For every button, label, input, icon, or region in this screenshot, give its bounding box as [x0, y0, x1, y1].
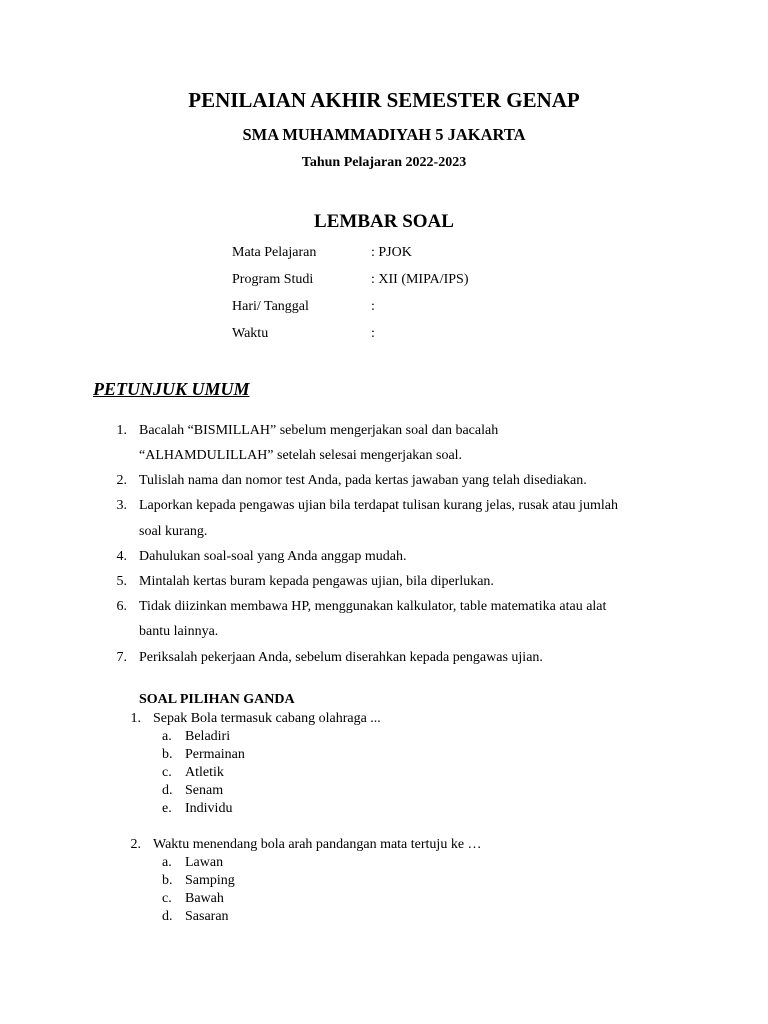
instruction-line: Laporkan kepada pengawas ujian bila terdapat tulisan kurang jelas, rusak atau jumlah — [139, 498, 618, 513]
info-value: : PJOK — [371, 245, 412, 260]
sheet-title: LEMBAR SOAL — [314, 211, 454, 232]
option-text: Beladiri — [185, 729, 231, 744]
option-letter: c. — [162, 765, 172, 780]
option-text: Samping — [185, 873, 235, 888]
option-text: Lawan — [185, 855, 224, 870]
option-letter: a. — [162, 855, 172, 870]
info-value: : XII (MIPA/IPS) — [371, 272, 469, 287]
question-number: 1. — [130, 711, 141, 726]
option-text: Sasaran — [185, 909, 229, 924]
info-label: Program Studi — [232, 272, 314, 287]
info-label: Mata Pelajaran — [232, 245, 317, 260]
option-letter: b. — [162, 747, 173, 762]
instruction-line: Mintalah kertas buram kepada pengawas ujian, bila diperlukan. — [139, 574, 494, 589]
option-letter: b. — [162, 873, 173, 888]
option-letter: a. — [162, 729, 172, 744]
info-value: : — [371, 326, 375, 341]
info-label: Waktu — [232, 326, 269, 341]
question-text: Waktu menendang bola arah pandangan mata tertuju ke … — [153, 837, 482, 852]
document-title: PENILAIAN AKHIR SEMESTER GENAP — [188, 88, 580, 112]
instruction-number: 1. — [116, 423, 127, 438]
instruction-number: 7. — [116, 650, 127, 665]
instructions-heading: PETUNJUK UMUM — [93, 379, 250, 399]
instruction-number: 6. — [116, 599, 127, 614]
option-letter: c. — [162, 891, 172, 906]
instruction-number: 2. — [116, 473, 127, 488]
option-text: Permainan — [185, 747, 245, 762]
option-letter: e. — [162, 801, 172, 816]
school-name: SMA MUHAMMADIYAH 5 JAKARTA — [242, 125, 526, 144]
instruction-line: soal kurang. — [139, 524, 208, 539]
option-text: Atletik — [185, 765, 224, 780]
instruction-number: 5. — [116, 574, 127, 589]
question-number: 2. — [130, 837, 141, 852]
option-text: Individu — [185, 801, 233, 816]
instruction-number: 3. — [116, 498, 127, 513]
instruction-line: Tulislah nama dan nomor test Anda, pada kertas jawaban yang telah disediakan. — [139, 473, 587, 488]
instruction-line: Dahulukan soal-soal yang Anda anggap mudah. — [139, 549, 407, 564]
academic-year: Tahun Pelajaran 2022-2023 — [301, 155, 467, 170]
multiple-choice-heading: SOAL PILIHAN GANDA — [139, 692, 295, 707]
option-letter: d. — [162, 783, 173, 798]
instruction-line: “ALHAMDULILLAH” setelah selesai mengerjakan soal. — [139, 448, 463, 463]
info-value: : — [371, 299, 375, 314]
instruction-number: 4. — [116, 549, 127, 564]
option-text: Bawah — [185, 891, 224, 906]
instruction-line: Bacalah “BISMILLAH” sebelum mengerjakan soal dan bacalah — [139, 423, 499, 438]
question-text: Sepak Bola termasuk cabang olahraga ... — [153, 711, 381, 726]
instruction-line: Periksalah pekerjaan Anda, sebelum diserahkan kepada pengawas ujian. — [139, 650, 543, 665]
instruction-line: bantu lainnya. — [139, 624, 219, 639]
option-text: Senam — [185, 783, 224, 798]
instruction-line: Tidak diizinkan membawa HP, menggunakan kalkulator, table matematika atau alat — [139, 599, 607, 614]
option-letter: d. — [162, 909, 173, 924]
info-label: Hari/ Tanggal — [232, 299, 309, 314]
